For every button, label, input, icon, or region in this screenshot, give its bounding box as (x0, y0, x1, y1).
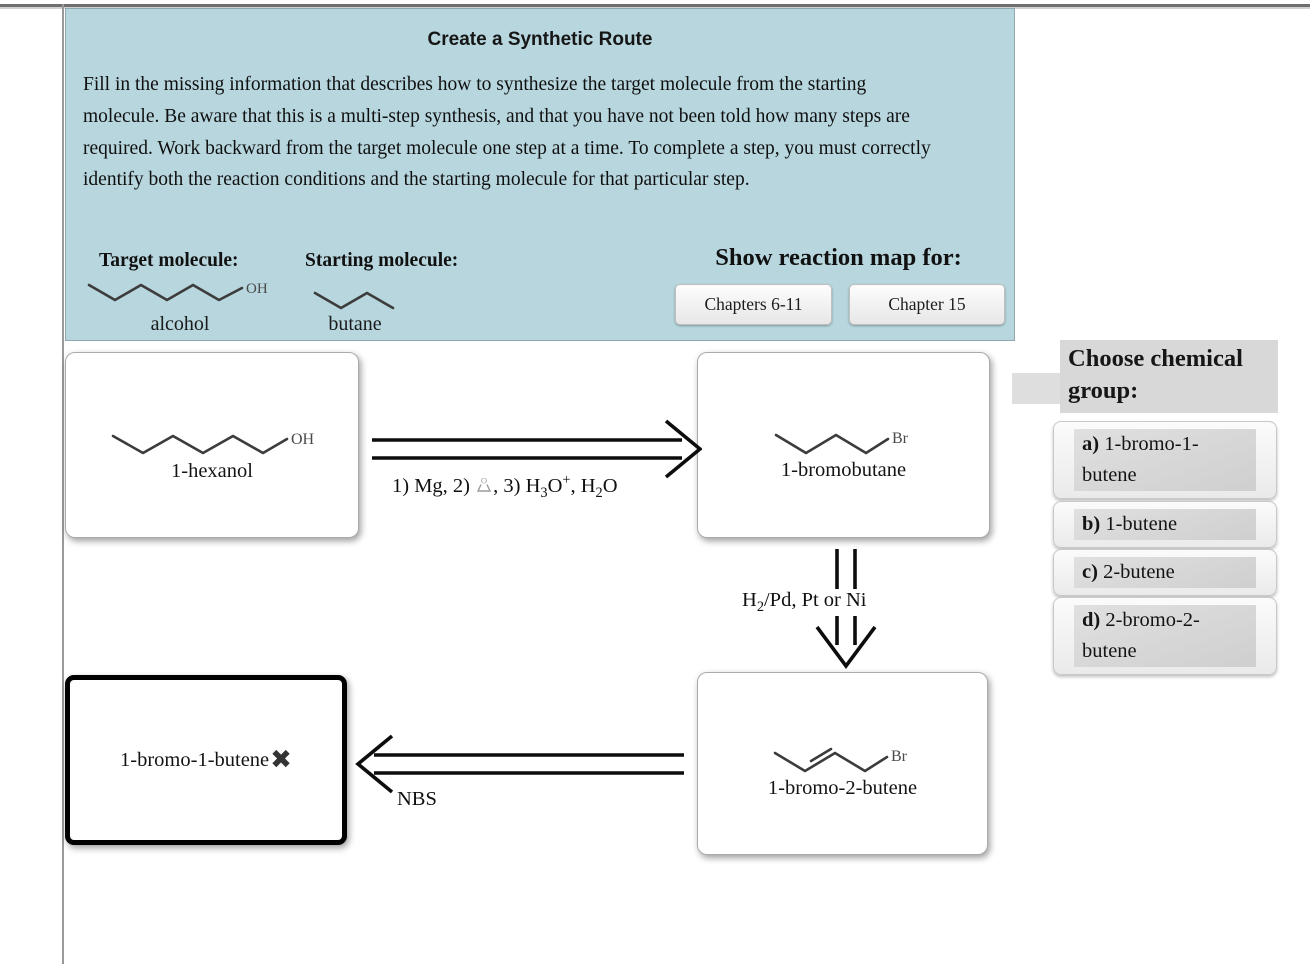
reaction-arrow-left-icon (354, 733, 686, 795)
molecule-box-1-hexanol[interactable] (65, 352, 359, 538)
page-title: Create a Synthetic Route (427, 29, 653, 50)
step3-conditions-label: NBS (397, 788, 437, 810)
molecule-name: 1-bromobutane (780, 458, 907, 481)
top-divider (0, 4, 1310, 7)
chapter-15-button[interactable]: Chapter 15 (849, 284, 1005, 325)
chapters-6-11-button[interactable]: Chapters 6-11 (675, 284, 832, 325)
starting-molecule-label: Starting molecule: (305, 250, 459, 271)
svg-text:Br: Br (891, 429, 908, 447)
molecule-box-1-bromobutane[interactable] (697, 352, 990, 538)
choice-d-2-bromo-2-butene[interactable] (1053, 597, 1277, 675)
hexanol-structure (105, 408, 320, 460)
molecule-name: 1-bromo-2-butene (767, 777, 918, 799)
svg-text:OH: OH (246, 281, 268, 297)
butane-name: butane (328, 313, 382, 335)
choice-b-1-butene[interactable] (1053, 501, 1277, 548)
choice-chip: a) 1-bromo-1-butene (1074, 429, 1256, 491)
butane-structure (309, 279, 401, 315)
choice-a-1-bromo-1-butene[interactable] (1053, 421, 1277, 499)
step2-conditions-label: $H_2/Pd$, Pt or Ni (739, 589, 870, 616)
bromobutane-structure (768, 409, 920, 459)
heading-highlight-extension (1012, 373, 1060, 404)
bromo-2-butene-structure (767, 727, 919, 777)
choice-chip: b) 1-butene (1074, 509, 1256, 540)
choice-chip: d) 2-bromo-2-butene (1074, 605, 1256, 667)
answer-box-1-bromo-1-butene[interactable] (65, 675, 347, 845)
svg-text:OH: OH (290, 430, 314, 448)
step1-conditions-label: 1) Mg, 2) O , 3) $H_3O^+$, $H_2O$ (392, 472, 618, 501)
reaction-arrow-right-icon (370, 418, 702, 480)
reaction-map-heading: Show reaction map for: (715, 244, 962, 271)
choice-chip: c) 2-butene (1074, 557, 1256, 588)
instructions-panel (65, 8, 1015, 341)
alcohol-structure (84, 275, 276, 315)
molecule-box-1-bromo-2-butene[interactable] (697, 672, 988, 855)
choose-group-heading: Choose chemical group: (1060, 340, 1278, 413)
alcohol-name: alcohol (150, 313, 210, 335)
svg-text:Br: Br (890, 748, 907, 765)
molecule-name: 1-hexanol (171, 459, 253, 482)
instructions-text: Fill in the missing information that describes how to synthesize the target molecule from the starting molecule. Be aware that this is a multi-step synthesis, and that you have not been told how many steps are required. Work backward from the target molecule one step at a time. To complete a step, you must correctly identify both the reaction conditions and the starting molecule for that particular step. (83, 74, 931, 191)
svg-text:O: O (481, 475, 488, 486)
answer-molecule-name: 1-bromo-1-butene (120, 748, 270, 771)
target-molecule-label: Target molecule: (99, 250, 239, 271)
left-divider (62, 4, 64, 964)
epoxide-icon (476, 476, 492, 494)
incorrect-x-icon: ✖ (270, 745, 292, 775)
choice-c-2-butene[interactable] (1053, 549, 1277, 596)
